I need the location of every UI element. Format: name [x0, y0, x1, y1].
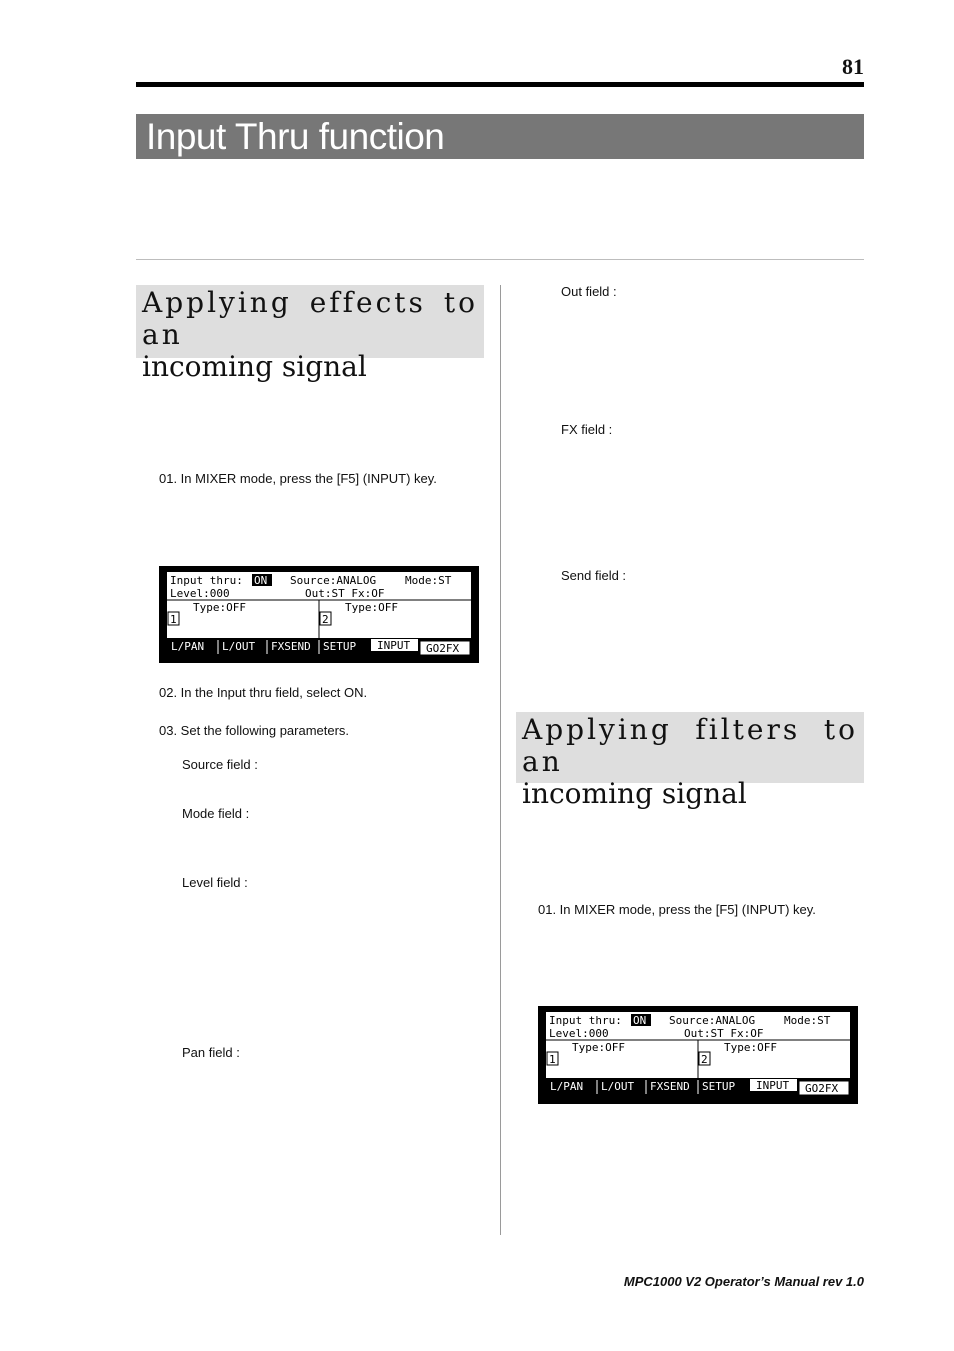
- section-heading-line1: Applying filters to an: [522, 713, 858, 778]
- lcd-out-fx-text: Out:ST Fx:OF: [305, 587, 385, 600]
- lcd-type-1-text: Type:OFF: [193, 601, 246, 614]
- lcd-input-thru-label: Input thru:: [549, 1014, 622, 1027]
- lcd-screen-effects: [159, 566, 479, 663]
- lcd-level-text: Level:000: [170, 587, 230, 600]
- source-field-label: Source field :: [182, 757, 258, 772]
- lcd-display-graphic: [159, 566, 479, 663]
- mode-field-label: Mode field :: [182, 806, 250, 821]
- lcd-tab-l-pan: L/PAN: [550, 1080, 584, 1093]
- section-heading-line2: incoming signal: [142, 350, 367, 383]
- step-1-text-filters: 01. In MIXER mode, press the [F5] (INPUT) key.: [538, 902, 816, 917]
- pan-field-label: Pan field :: [182, 1045, 240, 1060]
- lcd-mode-text: Mode:ST: [405, 574, 452, 587]
- step-3-text: 03. Set the following parameters.: [159, 723, 350, 738]
- lcd-source-text: Source:ANALOG: [290, 574, 377, 587]
- lcd-display-graphic: [538, 1006, 858, 1104]
- lcd-slot-2-text: 2: [322, 613, 329, 626]
- lcd-input-thru-value: ON: [254, 574, 268, 587]
- level-field-label: Level field :: [182, 875, 248, 890]
- lcd-type-2-text: Type:OFF: [724, 1041, 777, 1054]
- lcd-slot-1-text: 1: [549, 1053, 556, 1066]
- lcd-slot-1-text: 1: [170, 613, 177, 626]
- section-heading-filters: [516, 712, 864, 810]
- lcd-tab-input: INPUT: [756, 1079, 790, 1092]
- send-field-label: Send field :: [561, 568, 627, 583]
- lcd-tab-fxsend: FXSEND: [650, 1080, 690, 1093]
- column-divider: [500, 285, 501, 1235]
- lcd-tab-fxsend: FXSEND: [271, 640, 311, 653]
- lcd-tab-go2fx: GO2FX: [805, 1082, 839, 1095]
- step-1-text: 01. In MIXER mode, press the [F5] (INPUT) key.: [159, 471, 437, 486]
- section-heading-line1: Applying effects to an: [142, 286, 478, 351]
- lcd-input-thru-value: ON: [633, 1014, 647, 1027]
- top-rule: [136, 82, 864, 87]
- lcd-input-thru-label: Input thru:: [170, 574, 243, 587]
- lcd-tab-setup: SETUP: [323, 640, 357, 653]
- lcd-mode-text: Mode:ST: [784, 1014, 831, 1027]
- lcd-tab-l-out: L/OUT: [222, 640, 256, 653]
- lcd-tab-l-out: L/OUT: [601, 1080, 635, 1093]
- lcd-type-2-text: Type:OFF: [345, 601, 398, 614]
- page-number: 81: [842, 54, 864, 79]
- step-2-text: 02. In the Input thru field, select ON.: [159, 685, 368, 700]
- page-title: Input Thru function: [146, 116, 445, 157]
- lcd-source-text: Source:ANALOG: [669, 1014, 756, 1027]
- section-heading-effects: [136, 285, 484, 383]
- fx-field-label: FX field :: [561, 422, 613, 437]
- lcd-type-1-text: Type:OFF: [572, 1041, 625, 1054]
- footer-manual-title: MPC1000 V2 Operator’s Manual rev 1.0: [623, 1274, 864, 1289]
- section-divider-rule: [136, 259, 864, 260]
- lcd-screen-filters: [538, 1006, 858, 1104]
- lcd-tab-input: INPUT: [377, 639, 411, 652]
- lcd-slot-2-text: 2: [701, 1053, 708, 1066]
- section-heading-line2: incoming signal: [522, 777, 747, 810]
- lcd-level-text: Level:000: [549, 1027, 609, 1040]
- lcd-tab-l-pan: L/PAN: [171, 640, 205, 653]
- lcd-out-fx-text: Out:ST Fx:OF: [684, 1027, 764, 1040]
- lcd-tab-setup: SETUP: [702, 1080, 736, 1093]
- lcd-tab-go2fx: GO2FX: [426, 642, 460, 655]
- out-field-label: Out field :: [561, 284, 617, 299]
